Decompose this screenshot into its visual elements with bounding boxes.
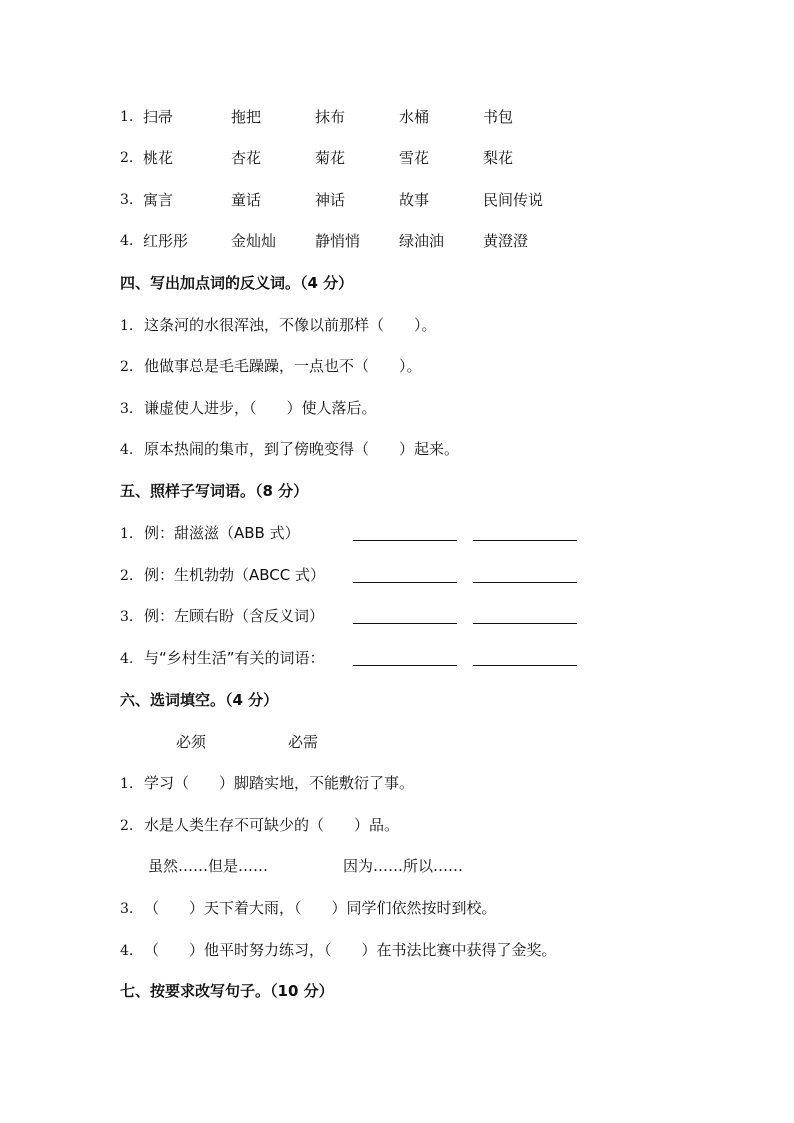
answer-blank[interactable] xyxy=(473,623,577,624)
item-text: 谦虚使人进步，（ ）使人落后。 xyxy=(144,399,377,417)
group-word: 金灿灿 xyxy=(231,232,277,250)
section-6-item-3 xyxy=(120,898,497,919)
item-text: 与“乡村生活”有关的词语： xyxy=(144,649,325,667)
item-text: （ ）他平时努力练习，（ ）在书法比赛中获得了金奖。 xyxy=(144,941,557,959)
group-word: 菊花 xyxy=(315,149,346,167)
item-number: 3. xyxy=(120,901,134,917)
section-6-item-2 xyxy=(120,815,399,836)
item-number: 2. xyxy=(120,818,134,834)
item-number: 1. xyxy=(120,776,134,792)
item-text: 例：甜滋滋（ABB 式） xyxy=(144,524,300,542)
group-word: 水桶 xyxy=(399,108,430,126)
item-text: 例：生机勃勃（ABCC 式） xyxy=(144,566,326,584)
item-text: 学习（ ）脚踏实地，不能敷衍了事。 xyxy=(144,774,415,792)
section-5-item-1 xyxy=(120,523,300,544)
group-word: 抹布 xyxy=(315,108,346,126)
group-word: 书包 xyxy=(483,108,514,126)
group-word: 梨花 xyxy=(483,149,514,167)
item-number: 4. xyxy=(120,442,134,458)
section-6-heading: 六、选词填空。（4 分） xyxy=(120,691,279,709)
section-4-item-4 xyxy=(120,439,459,460)
answer-blank[interactable] xyxy=(353,540,457,541)
group-word: 红彤彤 xyxy=(143,232,189,250)
section-7-heading: 七、按要求改写句子。（10 分） xyxy=(120,982,334,1000)
answer-blank[interactable] xyxy=(353,623,457,624)
section-6-item-4 xyxy=(120,940,557,961)
group-word: 静悄悄 xyxy=(315,232,361,250)
section-4-heading: 四、写出加点词的反义词。（4 分） xyxy=(120,274,354,292)
word-option: 必须 xyxy=(176,733,207,751)
group-word: 拖把 xyxy=(231,108,262,126)
answer-blank[interactable] xyxy=(353,582,457,583)
item-number: 1. xyxy=(120,318,134,334)
item-text: 他做事总是毛毛躁躁，一点也不（ ）。 xyxy=(144,357,422,375)
item-text: 这条河的水很浑浊，不像以前那样（ ）。 xyxy=(144,316,437,334)
item-text: 水是人类生存不可缺少的（ ）品。 xyxy=(144,816,400,834)
item-number: 4. xyxy=(120,943,134,959)
section-5-item-4 xyxy=(120,648,325,669)
word-option: 必需 xyxy=(288,733,319,751)
word-option: 因为……所以…… xyxy=(343,857,464,875)
group-word: 神话 xyxy=(315,191,346,209)
section-6-item-1 xyxy=(120,773,414,794)
answer-blank[interactable] xyxy=(353,665,457,666)
item-text: 例：左顾右盼（含反义词） xyxy=(144,607,325,625)
item-number: 2. xyxy=(120,359,134,375)
section-5-heading: 五、照样子写词语。（8 分） xyxy=(120,482,309,500)
section-5-item-3 xyxy=(120,606,324,627)
answer-blank[interactable] xyxy=(473,540,577,541)
group-word: 黄澄澄 xyxy=(483,232,529,250)
item-number: 2. xyxy=(120,568,134,584)
section-4-item-1 xyxy=(120,315,437,336)
group-word: 民间传说 xyxy=(483,191,544,209)
group-word: 桃花 xyxy=(143,149,174,167)
item-text: 原本热闹的集市，到了傍晚变得（ ）起来。 xyxy=(144,440,460,458)
group-number: 2. xyxy=(120,150,134,166)
section-5-item-2 xyxy=(120,565,325,586)
word-option: 虽然……但是…… xyxy=(148,857,269,875)
item-number: 3. xyxy=(120,401,134,417)
answer-blank[interactable] xyxy=(473,665,577,666)
group-number: 1. xyxy=(120,109,134,125)
group-word: 寓言 xyxy=(143,191,174,209)
group-word: 故事 xyxy=(399,191,430,209)
group-number: 3. xyxy=(120,192,134,208)
group-word: 扫帚 xyxy=(143,108,174,126)
group-word: 绿油油 xyxy=(399,232,445,250)
group-word: 雪花 xyxy=(399,149,430,167)
item-text: （ ）天下着大雨，（ ）同学们依然按时到校。 xyxy=(144,899,497,917)
group-number: 4. xyxy=(120,233,134,249)
group-word: 杏花 xyxy=(231,149,262,167)
item-number: 4. xyxy=(120,651,134,667)
item-number: 1. xyxy=(120,526,134,542)
group-word: 童话 xyxy=(231,191,262,209)
section-4-item-2 xyxy=(120,356,422,377)
answer-blank[interactable] xyxy=(473,582,577,583)
item-number: 3. xyxy=(120,609,134,625)
section-4-item-3 xyxy=(120,398,377,419)
